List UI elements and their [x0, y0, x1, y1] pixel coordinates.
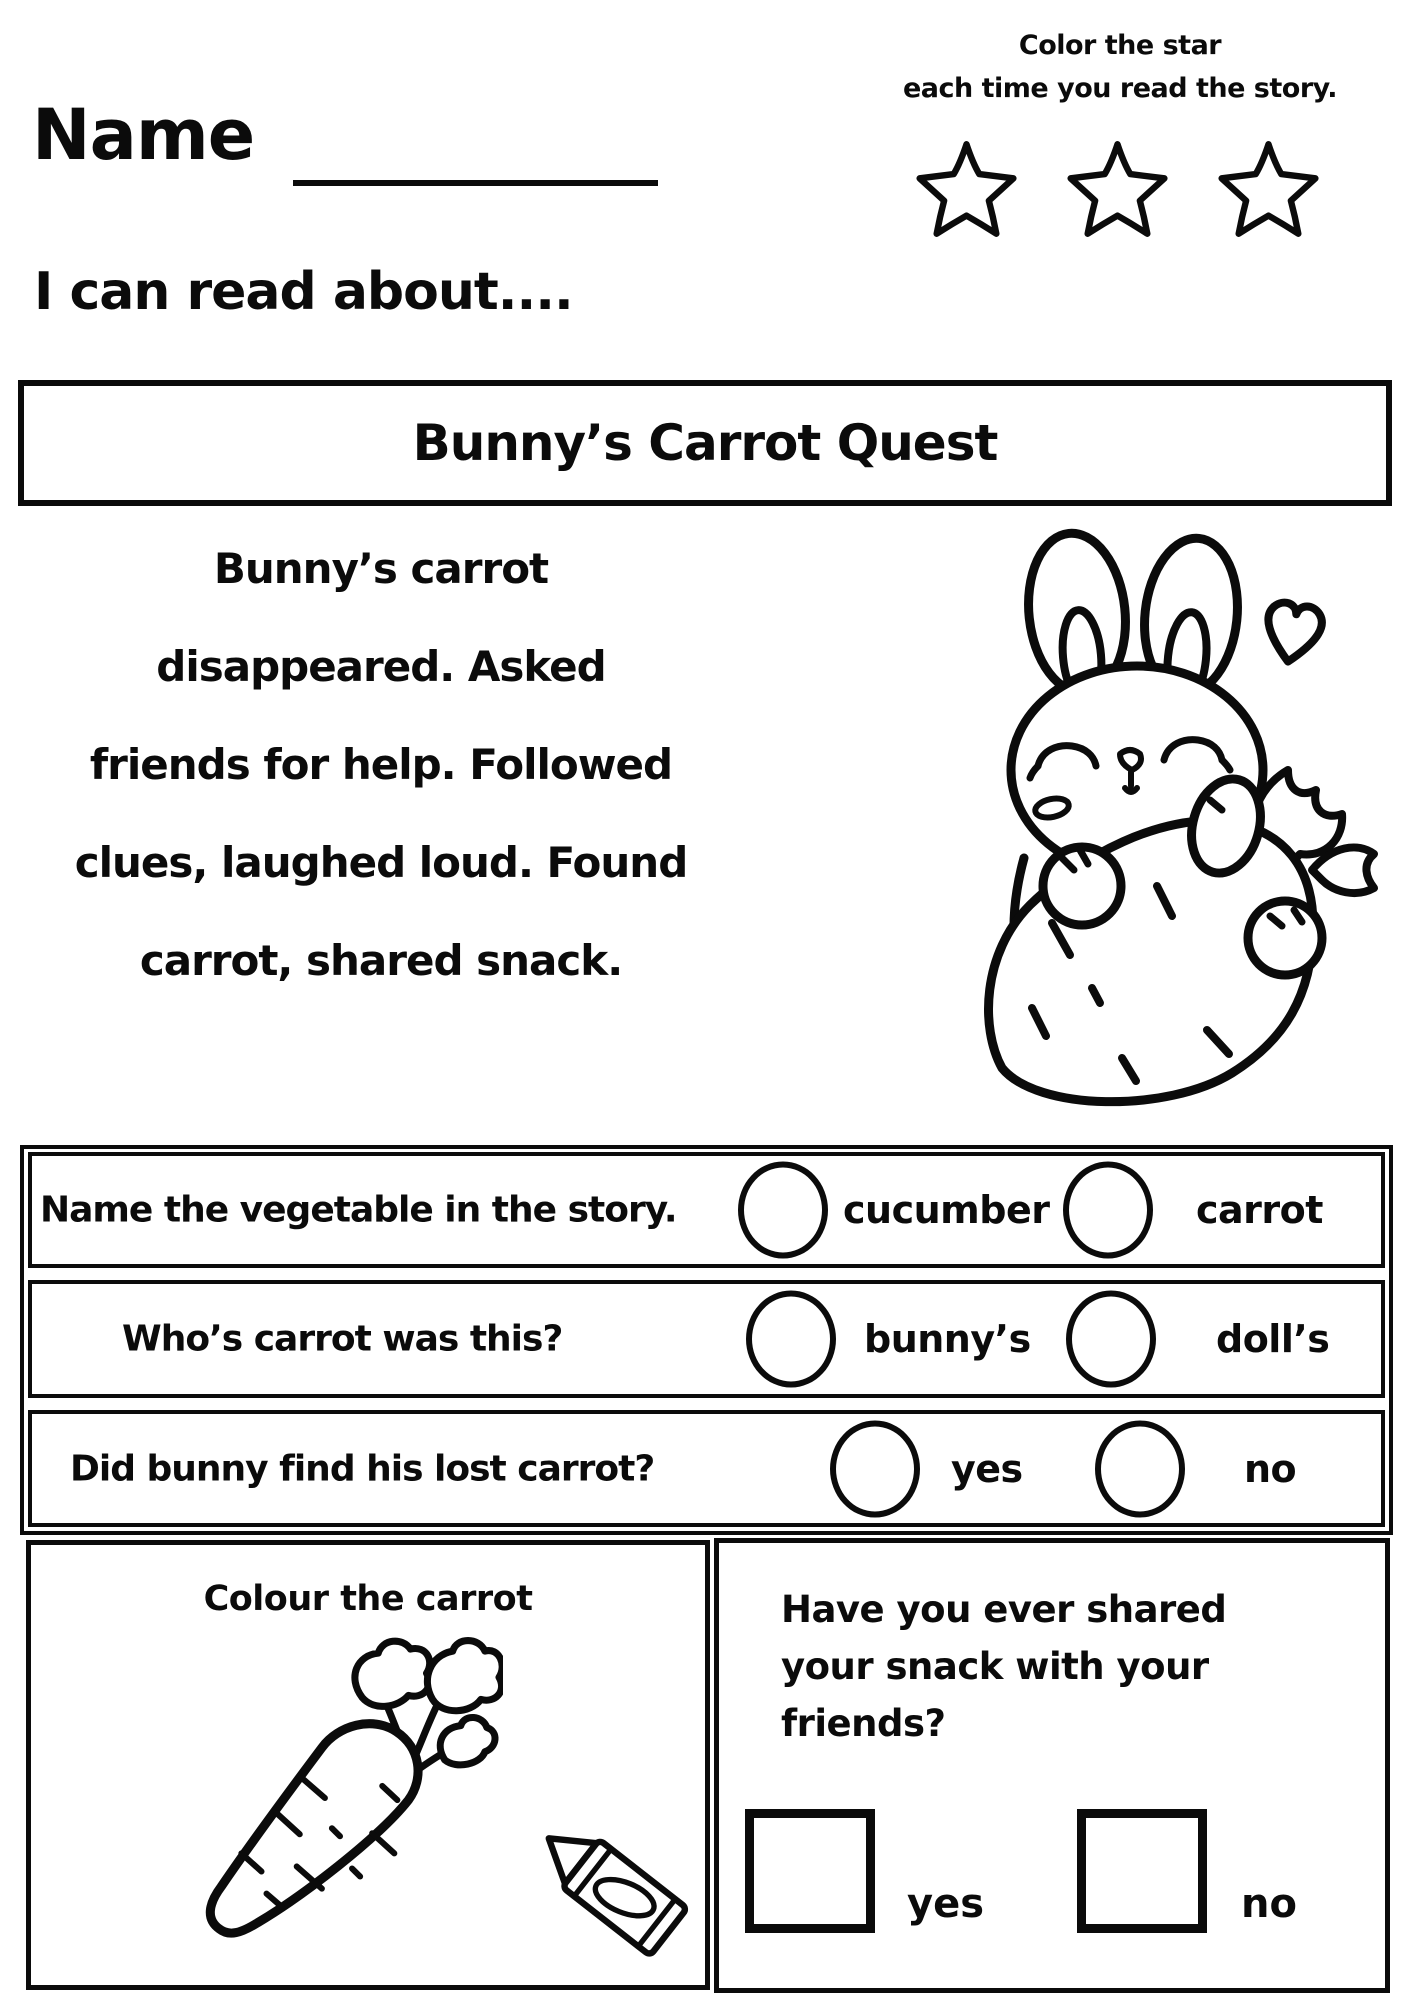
answer-label: yes: [951, 1446, 1023, 1491]
star-instruction-line1: Color the star: [1018, 30, 1222, 61]
answer-circle-yes[interactable]: [830, 1420, 920, 1517]
question-row-1: [28, 1152, 1385, 1268]
share-snack-box: [714, 1538, 1390, 1993]
star-icon[interactable]: [1210, 140, 1327, 238]
share-question-line: Have you ever shared: [781, 1588, 1227, 1631]
page-title: I can read about....: [34, 262, 573, 322]
question-row-3: [28, 1410, 1385, 1527]
answer-circle-cucumber[interactable]: [738, 1162, 828, 1259]
answer-circle-carrot[interactable]: [1063, 1162, 1153, 1259]
colour-carrot-box: [26, 1540, 710, 1990]
colour-carrot-title: Colour the carrot: [203, 1579, 533, 1619]
star-instruction-line2: each time you read the story.: [902, 73, 1338, 104]
crayon-icon: [517, 1795, 699, 1977]
name-blank-line[interactable]: [293, 120, 658, 186]
answer-circle-dolls[interactable]: [1066, 1291, 1156, 1388]
checkbox-no[interactable]: [1077, 1809, 1207, 1933]
answer-circle-bunnys[interactable]: [746, 1291, 836, 1388]
share-question: [781, 1581, 1226, 1752]
checkbox-yes[interactable]: [745, 1809, 875, 1933]
star-icon[interactable]: [908, 140, 1025, 238]
answer-label: no: [1244, 1446, 1297, 1491]
checkbox-no-label: no: [1241, 1881, 1297, 1927]
story-text: [28, 520, 734, 1010]
bunny-carrot-illustration: [982, 418, 1388, 1118]
question-row-2: [28, 1280, 1385, 1398]
question-text: Did bunny find his lost carrot?: [70, 1448, 655, 1489]
share-question-line: your snack with your: [781, 1645, 1209, 1688]
name-label: Name: [32, 94, 255, 176]
story-line: clues, laughed loud. Found: [74, 838, 688, 887]
story-line: friends for help. Followed: [89, 740, 673, 789]
answer-label: cucumber: [843, 1188, 1050, 1232]
answer-circle-no[interactable]: [1095, 1420, 1185, 1517]
questions-section: [20, 1145, 1393, 1535]
story-line: Bunny’s carrot: [213, 544, 549, 593]
share-question-line: friends?: [781, 1702, 946, 1745]
reading-stars: [908, 140, 1327, 238]
answer-label: carrot: [1196, 1188, 1323, 1232]
checkbox-yes-label: yes: [907, 1881, 985, 1927]
star-icon[interactable]: [1059, 140, 1176, 238]
answer-label: doll’s: [1216, 1317, 1330, 1361]
story-line: disappeared. Asked: [156, 642, 606, 691]
answer-label: bunny’s: [864, 1317, 1031, 1361]
story-title: Bunny’s Carrot Quest: [412, 414, 998, 472]
question-text: Who’s carrot was this?: [122, 1318, 563, 1360]
carrot-coloring-image[interactable]: [181, 1637, 503, 1949]
story-line: carrot, shared snack.: [139, 936, 623, 985]
star-instruction: [810, 24, 1414, 110]
question-text: Name the vegetable in the story.: [40, 1189, 677, 1231]
